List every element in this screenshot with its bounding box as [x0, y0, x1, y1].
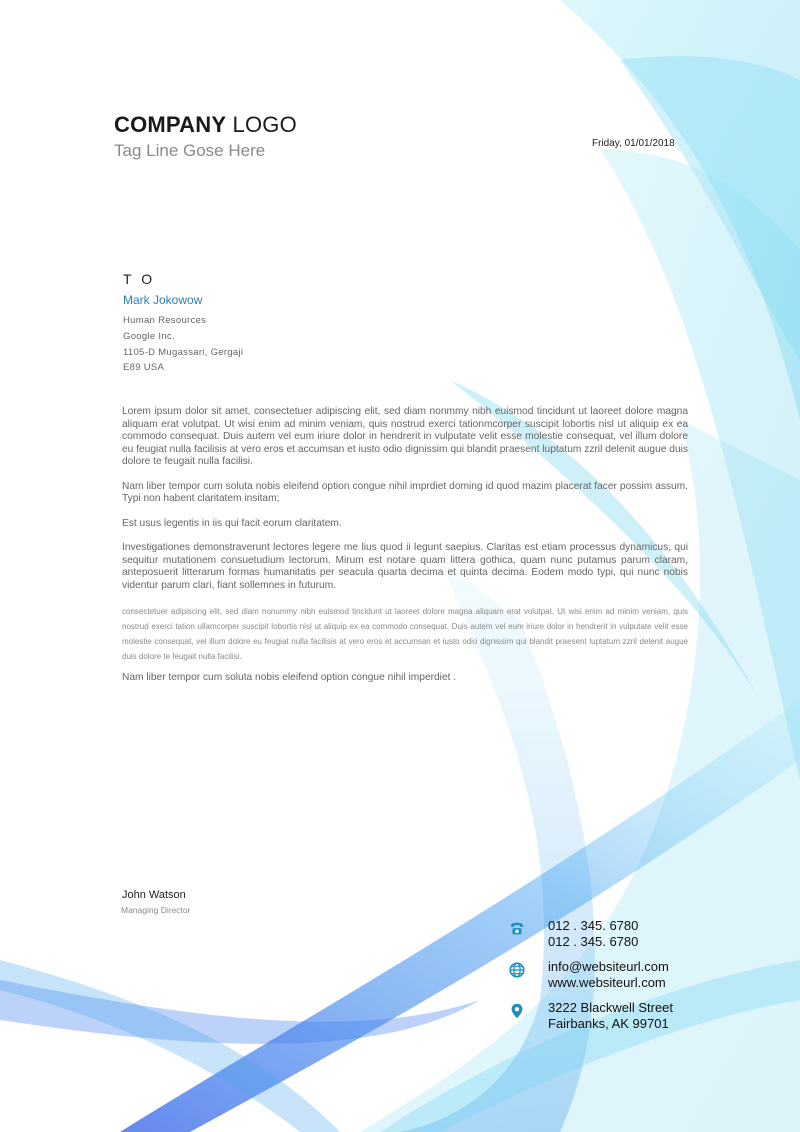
globe-icon [508, 961, 526, 979]
body-paragraph: Nam liber tempor cum soluta nobis eleifend option congue nihil imprdiet doming id quod mazim placerat facer possim assum. Typi non habent claritatem insitam; [122, 480, 688, 504]
letter-body [122, 406, 688, 697]
address-line: 1105-D Mugassari, Gergaji [123, 346, 244, 358]
company-logo [114, 112, 297, 138]
tagline: Tag Line Gose Here [114, 141, 266, 160]
signature-name: John Watson [122, 889, 186, 901]
website-link[interactable]: www.websiteurl.com [548, 975, 666, 990]
address-line: Google Inc. [123, 330, 175, 342]
to-label: T O [123, 271, 156, 287]
city-address: Fairbanks, AK 99701 [548, 1016, 669, 1031]
street-address: 3222 Blackwell Street [548, 1000, 674, 1015]
email-link[interactable]: info@websiteurl.com [548, 959, 669, 974]
phone-number: 012 . 345. 6780 [548, 934, 639, 949]
recipient-name: Mark Jokowow [123, 293, 203, 307]
phone-number: 012 . 345. 6780 [548, 918, 639, 933]
address-line: Human Resources [123, 315, 207, 326]
body-paragraph: Nam liber tempor cum soluta nobis eleifend option congue nihil imperdiet . [122, 672, 457, 683]
body-paragraph: Lorem ipsum dolor sit amet, consectetuer adipiscing elit, sed diam nonmmy nibh euismod tincidunt ut laoreet dolore magna aliquam erat volutpat. Ut wisi enim ad minim veniam, quis nostrud exerci tationmcorper suscipit lobortis nisl ut aliquip ex ea commodo consequat. Duis autem vel eum iriure dolor in hendrerit in vulputate velit esse molestie consequat, vel illum dolore eu feugiat nulla facilisis at vero eros et accumsan et iusto odio dignissim qui blandit praesent luptatum zzril delenit augue duis dolore te feugait nulla facilisi. [122, 406, 688, 467]
letter-date: Friday, 01/01/2018 [592, 138, 675, 149]
map-pin-icon [508, 1002, 526, 1020]
body-paragraph-small: consectetuer adipiscing elit, sed diam nonummy nibh euismod tincidunt ut laoreet dolore magna aliquam erat volutpat. Ut wisi enim ad minim veniam, quis nostrud exerci tation ullamcorper suscipit lobortis nisl ut aliquip ex ea commodo consequat. Duis autem vel eum iriure dolor in hendrerit in vulputate velit esse molestie consequat, vel illum dolore eu feugiat nulla facilisis at vero eros et accumsan et iusto odio dignissim qui blandit praesent luptatum zzril delenit augue duis dolore te feugait nulla facilisi. [122, 607, 688, 661]
logo-rest-text: LOGO [226, 112, 297, 137]
body-paragraph: Est usus legentis in iis qui facit eorum claritatem. [122, 517, 342, 529]
logo-bold-text: COMPANY [114, 112, 227, 137]
recipient-address [123, 313, 243, 376]
address-line: E89 USA [123, 362, 165, 374]
signature-title: Managing Director [121, 905, 191, 915]
phone-icon [508, 920, 526, 938]
body-paragraph: Investigationes demonstraverunt lectores legere me lius quod ii legunt saepius. Claritas est etiam processus dynamicus, qui sequitur mutationem consuetudium lectorum. Mirum est notare quam littera gothica, quam nunc putamus parum claram, anteposuerit litterarum formas humanitatis per seacula quarta decima et quinta decima. Eodem modo typi, qui nunc nobis videntur parum clari, fiant sollemnes in futurum. [122, 542, 688, 591]
